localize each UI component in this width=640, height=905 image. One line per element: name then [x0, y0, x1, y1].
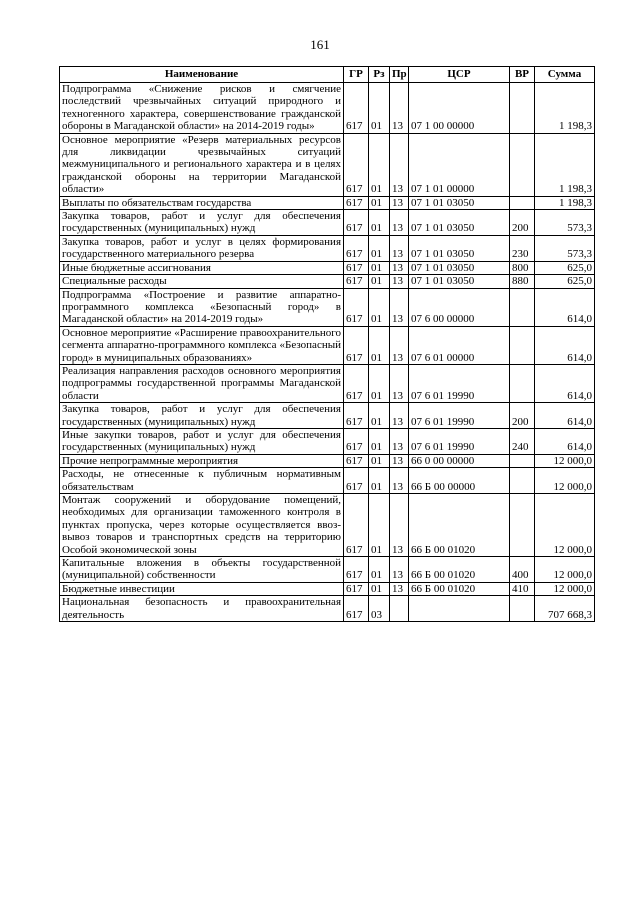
row-rz: 03 [369, 596, 390, 622]
row-name: Реализация направления расходов основного мероприятия подпрограммы государственной программы Магаданской области [60, 364, 344, 402]
row-vr [510, 596, 535, 622]
row-rz: 01 [369, 454, 390, 467]
row-sum: 12 000,0 [535, 494, 595, 557]
row-name: Подпрограмма «Построение и развитие аппаратно-программного комплекса «Безопасный город» в Магаданской области» на 2014-2019 годы» [60, 288, 344, 326]
row-gr: 617 [344, 364, 369, 402]
row-pr: 13 [390, 275, 409, 288]
row-vr: 230 [510, 235, 535, 261]
row-csr: 66 Б 00 01020 [409, 582, 510, 595]
row-sum: 614,0 [535, 403, 595, 429]
row-pr: 13 [390, 428, 409, 454]
row-csr: 07 1 01 03050 [409, 210, 510, 236]
table-row [60, 403, 595, 429]
row-vr: 240 [510, 428, 535, 454]
row-gr: 617 [344, 261, 369, 274]
row-name: Специальные расходы [60, 275, 344, 288]
row-sum: 1 198,3 [535, 133, 595, 196]
row-name: Расходы, не отнесенные к публичным нормативным обязательствам [60, 468, 344, 494]
row-csr: 07 6 01 19990 [409, 428, 510, 454]
row-pr: 13 [390, 83, 409, 134]
row-sum: 625,0 [535, 275, 595, 288]
row-pr: 13 [390, 364, 409, 402]
table-row [60, 582, 595, 595]
row-rz: 01 [369, 196, 390, 209]
row-pr: 13 [390, 210, 409, 236]
row-gr: 617 [344, 454, 369, 467]
row-csr: 07 6 00 00000 [409, 288, 510, 326]
row-rz: 01 [369, 133, 390, 196]
row-gr: 617 [344, 288, 369, 326]
row-csr: 07 6 01 00000 [409, 326, 510, 364]
table-row [60, 288, 595, 326]
row-gr: 617 [344, 196, 369, 209]
row-name: Закупка товаров, работ и услуг в целях формирования государственного материального резерва [60, 235, 344, 261]
table-row [60, 454, 595, 467]
row-sum: 625,0 [535, 261, 595, 274]
row-sum: 1 198,3 [535, 196, 595, 209]
row-csr: 07 1 01 03050 [409, 235, 510, 261]
row-pr: 13 [390, 468, 409, 494]
row-pr: 13 [390, 403, 409, 429]
row-gr: 617 [344, 428, 369, 454]
row-vr: 410 [510, 582, 535, 595]
row-vr [510, 364, 535, 402]
row-rz: 01 [369, 428, 390, 454]
row-sum: 1 198,3 [535, 83, 595, 134]
row-csr: 07 1 00 00000 [409, 83, 510, 134]
header-vr: ВР [510, 67, 535, 83]
table-row [60, 235, 595, 261]
row-pr: 13 [390, 196, 409, 209]
row-name: Бюджетные инвестиции [60, 582, 344, 595]
row-name: Выплаты по обязательствам государства [60, 196, 344, 209]
row-rz: 01 [369, 468, 390, 494]
page-number: 161 [310, 37, 330, 52]
row-vr: 800 [510, 261, 535, 274]
row-sum: 614,0 [535, 364, 595, 402]
row-gr: 617 [344, 582, 369, 595]
row-pr: 13 [390, 235, 409, 261]
row-gr: 617 [344, 468, 369, 494]
table-row [60, 261, 595, 274]
row-gr: 617 [344, 403, 369, 429]
row-rz: 01 [369, 582, 390, 595]
row-csr: 07 6 01 19990 [409, 364, 510, 402]
row-pr: 13 [390, 133, 409, 196]
table-row [60, 133, 595, 196]
header-pr: Пр [390, 67, 409, 83]
row-name: Иные закупки товаров, работ и услуг для обеспечения государственных (муниципальных) нужд [60, 428, 344, 454]
row-rz: 01 [369, 288, 390, 326]
row-sum: 573,3 [535, 210, 595, 236]
row-name: Закупка товаров, работ и услуг для обеспечения государственных (муниципальных) нужд [60, 210, 344, 236]
table-row [60, 83, 595, 134]
row-pr [390, 596, 409, 622]
row-csr: 66 0 00 00000 [409, 454, 510, 467]
row-pr: 13 [390, 557, 409, 583]
row-vr: 880 [510, 275, 535, 288]
row-csr: 07 1 01 03050 [409, 196, 510, 209]
row-vr [510, 196, 535, 209]
row-pr: 13 [390, 494, 409, 557]
row-pr: 13 [390, 288, 409, 326]
table-row [60, 468, 595, 494]
row-gr: 617 [344, 235, 369, 261]
row-gr: 617 [344, 596, 369, 622]
row-gr: 617 [344, 83, 369, 134]
table-row [60, 428, 595, 454]
row-csr: 07 6 01 19990 [409, 403, 510, 429]
table-row [60, 275, 595, 288]
header-sum: Сумма [535, 67, 595, 83]
row-gr: 617 [344, 557, 369, 583]
row-vr [510, 288, 535, 326]
row-rz: 01 [369, 557, 390, 583]
row-rz: 01 [369, 326, 390, 364]
row-sum: 614,0 [535, 326, 595, 364]
row-vr: 200 [510, 403, 535, 429]
row-name: Закупка товаров, работ и услуг для обеспечения государственных (муниципальных) нужд [60, 403, 344, 429]
header-gr: ГР [344, 67, 369, 83]
row-gr: 617 [344, 133, 369, 196]
row-vr [510, 133, 535, 196]
row-name: Капитальные вложения в объекты государственной (муниципальной) собственности [60, 557, 344, 583]
row-rz: 01 [369, 275, 390, 288]
row-rz: 01 [369, 364, 390, 402]
table-row [60, 364, 595, 402]
row-vr [510, 468, 535, 494]
row-name: Национальная безопасность и правоохранительная деятельность [60, 596, 344, 622]
table-row [60, 210, 595, 236]
row-name: Иные бюджетные ассигнования [60, 261, 344, 274]
table-body [60, 83, 595, 622]
row-csr: 66 Б 00 01020 [409, 494, 510, 557]
row-sum: 12 000,0 [535, 557, 595, 583]
row-csr: 66 Б 00 01020 [409, 557, 510, 583]
row-vr [510, 494, 535, 557]
budget-table [59, 66, 595, 622]
header-csr: ЦСР [409, 67, 510, 83]
row-gr: 617 [344, 275, 369, 288]
row-pr: 13 [390, 261, 409, 274]
row-rz: 01 [369, 403, 390, 429]
row-name: Основное мероприятие «Расширение правоохранительного сегмента аппаратно-программного комплекса «Безопасный город» в муниципальных образованиях» [60, 326, 344, 364]
row-csr: 66 Б 00 00000 [409, 468, 510, 494]
row-name: Подпрограмма «Снижение рисков и смягчение последствий чрезвычайных ситуаций природного и техногенного характера, совершенствование гражданской обороны в Магаданской области» на 2014-2019 годы» [60, 83, 344, 134]
row-vr [510, 326, 535, 364]
row-sum: 614,0 [535, 428, 595, 454]
row-sum: 12 000,0 [535, 454, 595, 467]
header-rz: Рз [369, 67, 390, 83]
row-vr [510, 454, 535, 467]
row-pr: 13 [390, 326, 409, 364]
row-name: Прочие непрограммные мероприятия [60, 454, 344, 467]
row-vr [510, 83, 535, 134]
row-gr: 617 [344, 210, 369, 236]
table-row [60, 494, 595, 557]
row-rz: 01 [369, 210, 390, 236]
row-pr: 13 [390, 454, 409, 467]
row-sum: 707 668,3 [535, 596, 595, 622]
table-row [60, 196, 595, 209]
row-rz: 01 [369, 83, 390, 134]
row-vr: 400 [510, 557, 535, 583]
row-csr [409, 596, 510, 622]
row-rz: 01 [369, 494, 390, 557]
table-row [60, 596, 595, 622]
row-sum: 614,0 [535, 288, 595, 326]
row-gr: 617 [344, 326, 369, 364]
row-pr: 13 [390, 582, 409, 595]
row-rz: 01 [369, 235, 390, 261]
row-gr: 617 [344, 494, 369, 557]
row-csr: 07 1 01 03050 [409, 261, 510, 274]
row-name: Основное мероприятие «Резерв материальных ресурсов для ликвидации чрезвычайных ситуаций межмуниципального и регионального характера и в целях гражданской обороны на территории Магаданской области» [60, 133, 344, 196]
row-csr: 07 1 01 03050 [409, 275, 510, 288]
row-sum: 12 000,0 [535, 468, 595, 494]
row-csr: 07 1 01 00000 [409, 133, 510, 196]
row-rz: 01 [369, 261, 390, 274]
row-sum: 12 000,0 [535, 582, 595, 595]
table-row [60, 557, 595, 583]
row-name: Монтаж сооружений и оборудование помещений, необходимых для организации таможенного контроля в пунктах пропуска, через которые осуществляется ввоз-вывоз товаров и транспортных средств на территорию Особой экономической зоны [60, 494, 344, 557]
header-name: Наименование [60, 67, 344, 83]
table-row [60, 326, 595, 364]
table-header-row [60, 67, 595, 83]
row-sum: 573,3 [535, 235, 595, 261]
row-vr: 200 [510, 210, 535, 236]
